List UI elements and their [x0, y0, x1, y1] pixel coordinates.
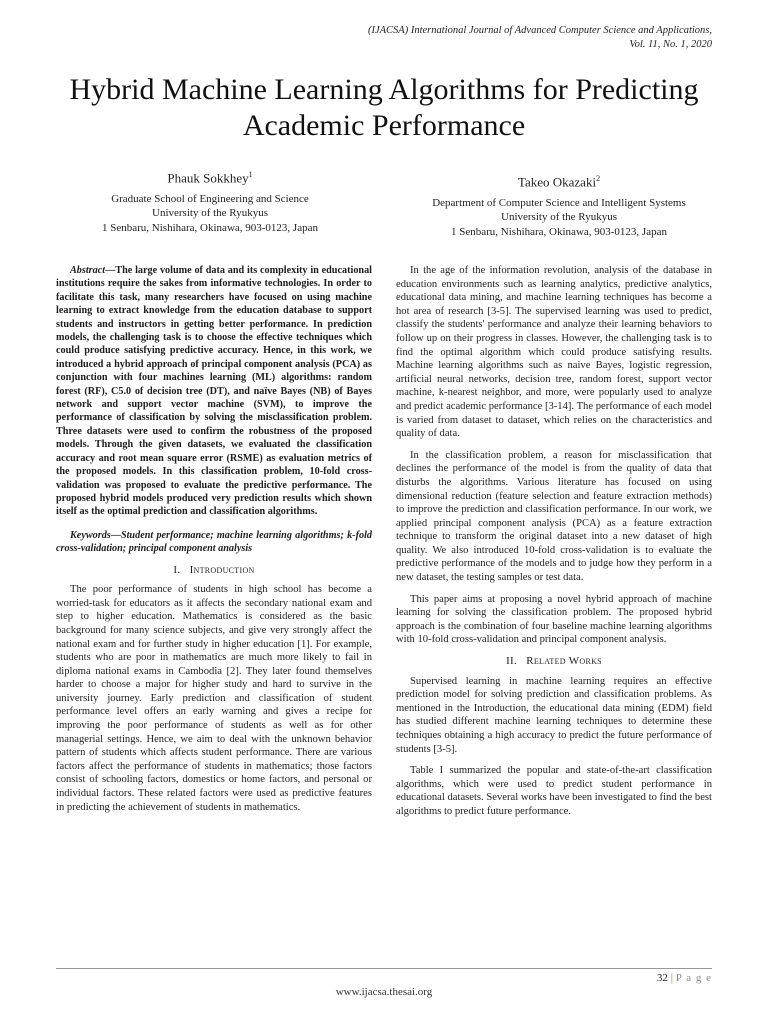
section-title: Introduction: [189, 563, 255, 576]
paper-title: [40, 72, 728, 144]
abstract-text: —The large volume of data and its complexity in educational institutions require the sakes from informative technologies. In order to facilitate this task, many researchers have focused on using machine learning to extract knowledge from the education database to support students and instructors in getting better performance. In prediction models, the challenging task is to choose the effective techniques which could produce satisfying predictive accuracy. Hence, in this work, we introduced a hybrid approach of principal component analysis (PCA) as conjunction with four machines learning (ML) algorithms: random forest (RF), C5.0 of decision tree (DT), and naïve Bayes (NB) of Bayes network and support vector machine (SVM), to improve the performance of classification by solving the misclassification problem. Three datasets were used to confirm the robustness of the proposed models. Through the given datasets, we evaluated the classification accuracy and root mean square error (RSME) as evaluation metrics of the proposed models. In this classification problem, 10-fold cross-validation was proposed to evaluate the predictive performance. The proposed hybrid models produced very prediction results which shown itself as the optimal prediction and classification algorithms.: [56, 265, 372, 518]
page-number: [657, 972, 712, 984]
author-affiliation-mark: 2: [596, 174, 601, 183]
journal-name: (IJACSA) International Journal of Advanced Computer Science and Applications,: [367, 25, 712, 36]
author-address: 1 Senbaru, Nishihara, Okinawa, 903-0123, Japan: [451, 225, 667, 238]
paragraph: Supervised learning in machine learning requires an effective prediction model for solving prediction and classification problems. As mentioned in the Introduction, the educational data mining (EDM) field has studied different machine learning techniques to determine these techniques obtaining a high accuracy to predict the future performance of students [3-5].: [396, 675, 712, 755]
author-affiliation: Graduate School of Engineering and Science: [111, 192, 309, 205]
author-name: [400, 172, 718, 190]
abstract-lead: Abstract: [70, 265, 106, 276]
section-heading-introduction: [56, 564, 372, 578]
paragraph: This paper aims at proposing a novel hybrid approach of machine learning for solving the classification problem. The proposed hybrid approach is the combination of four baseline machine learning algorithms with 10-fold cross-validation and principal component analysis.: [396, 593, 712, 646]
paper-title-line-1: Hybrid Machine Learning Algorithms for Predicting: [69, 73, 699, 106]
page-number-separator: |: [670, 972, 674, 984]
journal-volume: Vol. 11, No. 1, 2020: [629, 39, 712, 50]
section-number: II.: [506, 655, 518, 668]
author-affiliation-mark: 1: [248, 170, 253, 179]
author-affiliation: Department of Computer Science and Intelligent Systems: [432, 196, 686, 209]
paragraph: The poor performance of students in high school has become a worried-task for educators as it affects the secondary national exam and step to higher education. Mathematics is considered as the basic background for many science subjects, and give very strongly affect the national exam and for further study in higher education [1]. For example, students who are poor in mathematics are much more likely to fail in diploma national exams in Cambodia [2]. They later found themselves harder to choose a major for higher study and hard to survive in the university journey. Early prediction and classification of student performance level offers an early warning and gives a recipe for improving the poor performance of students as well as for other managerial settings. Hence, we aim to deal with the unknown behavior pattern of students which affects student performance. There are various factors affect the performance of students in mathematics; those factors consist of schooling factors, domestics or home factors, and personal or individual factors. These related factors were used as predictive features in predicting the achievement of students in mathematics.: [56, 584, 372, 813]
author-name-text: Phauk Sokkhey: [167, 170, 249, 186]
paragraph: In the age of the information revolution, analysis of the database in education environments such as learning analytics, predictive analytics, educational data mining, and machine learning techniques has become a hot area of research [3-5]. The supervised learning was used to predict, classify the students' performance and analyze their learning behaviors to follow up on their progress in classes. However, the challenging task is to find the optimal algorithm which could produce satisfying results. Machine learning algorithms such as naive Bayes, logistic regression, artificial neural networks, decision tree, random forest, support vector machine, k-nearest neighbor, and more, were popularly used to analyze and predict academic performance [3-14]. The performance of each model is varied from dataset to dataset, which relies on the characteristics and quality of data.: [396, 265, 712, 440]
author-block-2: [400, 172, 718, 239]
journal-website: www.ijacsa.thesai.org: [335, 986, 433, 998]
paper-title-line-2: Academic Performance: [242, 109, 526, 142]
author-university: University of the Ryukyus: [152, 207, 268, 220]
keywords: Keywords—Student performance; machine learning algorithms; k-fold cross-validation; principal component analysis: [56, 529, 372, 555]
author-name-text: Takeo Okazaki: [517, 174, 597, 190]
author-block-1: [60, 168, 360, 235]
page-number-value: 32: [656, 972, 668, 984]
abstract: [56, 264, 372, 519]
left-column: [56, 264, 372, 822]
section-number: I.: [173, 563, 181, 576]
journal-header: [232, 24, 712, 52]
right-column: [396, 264, 712, 827]
page-label: P a g e: [675, 972, 712, 984]
footer-divider: [56, 968, 712, 969]
paragraph: Table I summarized the popular and state-of-the-art classification algorithms, which were used to predict student performance in educational datasets. Several works have been investigated to find the best algorithms to predict future performance.: [396, 765, 712, 817]
section-title: Related Works: [526, 655, 602, 668]
author-name: [60, 168, 360, 186]
section-heading-related-works: [396, 655, 712, 669]
author-address: 1 Senbaru, Nishihara, Okinawa, 903-0123, Japan: [102, 221, 318, 234]
paragraph: In the classification problem, a reason for misclassification that declines the performance of the model is from the quality of data that disturbs the algorithms. Various literature has focused on using dimensional reduction (feature selection and feature extraction methods) to improve the prediction and classification performance. In our work, we applied principal component analysis (PCA) as a feature extraction technique to transform the original dataset into a new dataset of high quality. We also introduced 10-fold cross-validation is to evaluate the predictive performance of the models and to judge how they perform in a new dataset, the testing samples or test data.: [396, 449, 712, 584]
author-university: University of the Ryukyus: [501, 211, 617, 224]
